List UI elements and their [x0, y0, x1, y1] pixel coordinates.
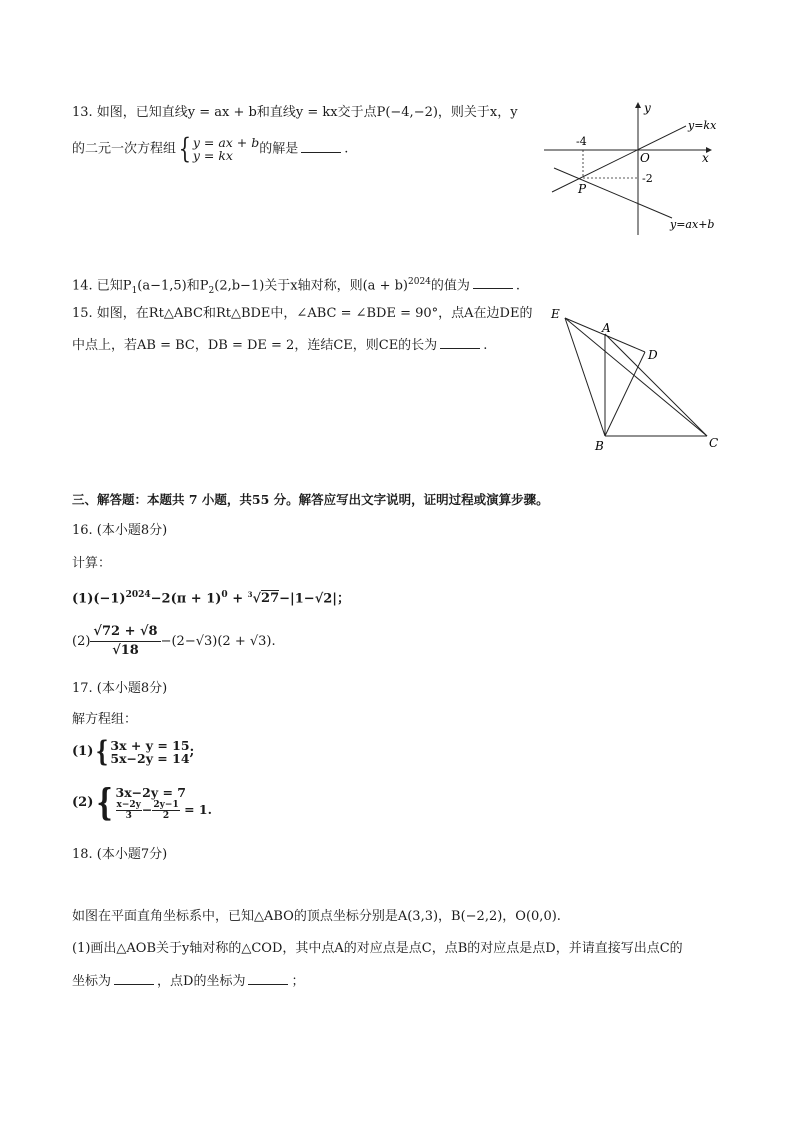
radical-sign: √ [252, 591, 262, 607]
q13-end: . [344, 141, 349, 157]
q15-figure [545, 302, 730, 457]
q17-system2 [72, 780, 212, 826]
q14-sub2: 2 [208, 285, 215, 296]
q17-s1-label: (1) [72, 744, 94, 759]
q17-prompt: 解方程组： [72, 712, 138, 727]
q18-blank-d [248, 972, 288, 985]
q17-system1 [72, 736, 194, 768]
q17-frac2 [152, 800, 179, 821]
q16-p1-c: + [227, 591, 248, 607]
seg-eb [565, 318, 605, 436]
q16-part1 [72, 586, 350, 608]
q18-line3 [72, 972, 304, 991]
q13-figure [540, 98, 730, 238]
q14-exp: 2024 [408, 277, 431, 287]
q17-frac1 [116, 800, 142, 821]
q14-mid2: (2,b−1)关于x轴对称，则(a + b) [214, 278, 408, 294]
label-d: D [648, 348, 658, 362]
q13-eq1: y = ax + b [192, 135, 260, 150]
system-brace: { [96, 781, 114, 824]
q14-pre: 14. 已知P [72, 278, 132, 294]
q14-answer-blank [473, 276, 513, 289]
x-axis-label: x [702, 151, 709, 165]
q18-blank-c [114, 972, 154, 985]
seg-ec [565, 318, 707, 436]
point-p-label: P [578, 182, 587, 196]
q16-root-index: 3 [247, 590, 253, 599]
q17-head: 17. (本小题8分) [72, 681, 168, 696]
q15-answer-blank [440, 336, 480, 349]
q13-eq2: y = kx [192, 148, 233, 163]
q13-line2 [72, 132, 349, 165]
q15-line2 [72, 336, 487, 355]
q16-head: 16. (本小题8分) [72, 523, 168, 538]
q14-sub1: 1 [131, 285, 138, 296]
q16-prompt: 计算： [72, 556, 112, 571]
system-brace: { [178, 132, 192, 165]
q13-answer-blank [301, 140, 341, 153]
q13-line1: 13. 如图，已知直线y = ax + b和直线y = kx交于点P(−4,−2)，则关于x，y [72, 105, 518, 120]
neg2-label: -2 [642, 172, 653, 185]
label-e: E [551, 307, 560, 321]
q14-line [72, 273, 520, 300]
q13-line2-post: 的解是 [259, 141, 299, 157]
q17-frac1-num: x−2y [116, 799, 141, 810]
neg4-label: -4 [576, 135, 587, 148]
q18-line1: 如图在平面直角坐标系中，已知△ABO的顶点坐标分别是A(3,3)，B(−2,2)，O(0,0). [72, 909, 561, 924]
origin-label: O [640, 151, 650, 165]
label-a: A [602, 321, 611, 335]
q18-line2: (1)画出△AOB关于y轴对称的△COD，其中点A的对应点是点C，点B的对应点是点D，并请直接写出点C的 [72, 941, 683, 956]
q18-line3-pre: 坐标为 [72, 974, 112, 989]
q14-post: 的值为 [430, 278, 470, 294]
q17-s1-eq1: 3x + y = 15 [110, 737, 190, 753]
q17-eq2-rest: = 1 [184, 801, 208, 817]
q17-s2-eq2 [116, 800, 212, 821]
q15-line2-pre: 中点上，若AB = BC，DB = DE = 2，连结CE，则CE的长为 [72, 338, 438, 353]
y-axis-label: y [644, 101, 651, 115]
q17-s2-eqs [116, 785, 212, 821]
q17-frac2-den: 2 [162, 810, 170, 821]
q17-s1-eqs [110, 739, 189, 765]
q16-p1-d: −|1−√2|； [279, 591, 351, 607]
y-axis-arrow [635, 102, 641, 108]
q15-end: . [483, 338, 488, 353]
line-kx-label: y=kx [688, 119, 717, 132]
q17-s1-eq2: 5x−2y = 14 [110, 750, 190, 766]
q16-frac-num: √72 + √8 [90, 623, 160, 642]
q13-system [193, 136, 259, 162]
q16-part2 [72, 620, 276, 664]
q16-frac-den: √18 [112, 643, 139, 658]
line-kx [552, 126, 686, 192]
line-axb-label: y=ax+b [670, 218, 715, 231]
label-c: C [709, 436, 719, 450]
q16-p2-rest: −(2−√3)(2 + √3). [160, 634, 276, 649]
q17-s2-end: . [207, 801, 212, 817]
q17-s2-eq1: 3x−2y = 7 [115, 784, 186, 800]
q18-head: 18. (本小题7分) [72, 847, 168, 862]
q14-mid1: (a−1,5)和P [137, 278, 209, 294]
q17-s2-label: (2) [72, 795, 94, 810]
section3-title: 三、解答题：本题共 7 小题，共55 分。解答应写出文字说明，证明过程或演算步骤。 [72, 492, 549, 507]
q16-p1-exp2: 0 [221, 590, 228, 600]
label-b: B [595, 439, 604, 453]
q16-p2-label: (2) [72, 634, 91, 649]
q14-end: . [515, 278, 521, 294]
q16-p1-a: (1)(−1) [72, 591, 126, 607]
line-axb [554, 168, 672, 218]
q18-line3-mid: ，点D的坐标为 [157, 974, 246, 989]
q16-fraction [90, 623, 160, 660]
q18-line3-end: ； [291, 974, 305, 989]
q17-minus: − [141, 801, 153, 817]
q16-radicand: 27 [261, 591, 280, 607]
q16-p1-b: −2(π + 1) [150, 591, 222, 607]
q17-s1-end: ; [189, 744, 195, 759]
seg-db [605, 352, 645, 436]
q17-frac2-num: 2y−1 [153, 799, 179, 810]
q13-line2-pre: 的二元一次方程组 [72, 141, 177, 157]
q17-frac1-den: 3 [125, 810, 132, 821]
q16-p1-exp1: 2024 [125, 590, 151, 600]
q15-line1: 15. 如图，在Rt△ABC和Rt△BDE中，∠ABC = ∠BDE = 90°，点A在边DE的 [72, 306, 533, 321]
system-brace: { [96, 734, 109, 768]
